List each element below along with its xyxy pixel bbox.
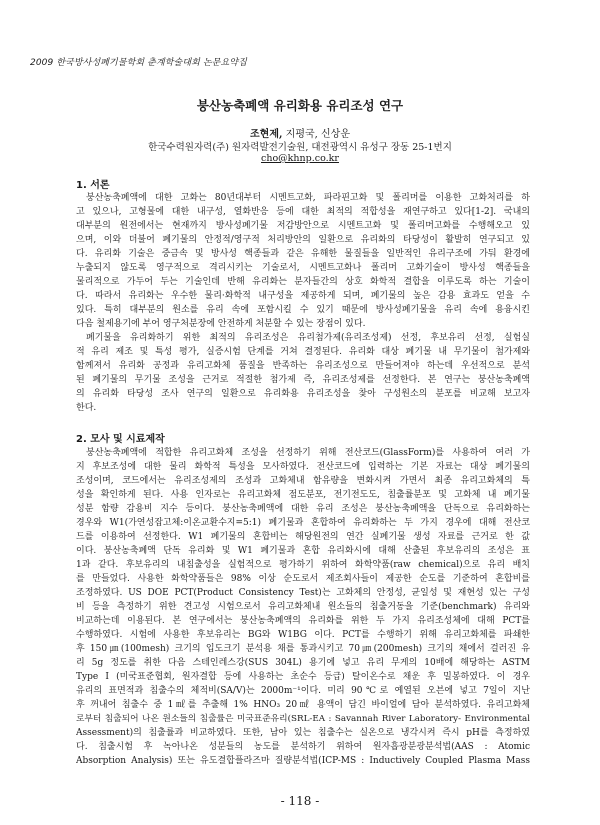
paragraph-line: 이다. 붕산농축폐액 단독 유리화 및 W1 폐기물과 혼합 유리화시에 대해 산출된 후보유리의 조성은 표 bbox=[76, 546, 530, 556]
email-line bbox=[0, 153, 600, 164]
proceedings-header: 2009 한국방사성폐기물학회 춘계학술대회 논문요약집 bbox=[30, 58, 247, 68]
paragraph-line: 경우와 W1(가연성잡고체:이온교환수지=5:1) 폐기물과 혼합하여 유리화하는 두 가지 경우에 대해 전산코 bbox=[76, 518, 530, 528]
paragraph-line: 다음 철제용기에 부어 영구처분장에 안전하게 처분할 수 있는 장점이 있다. bbox=[76, 319, 366, 329]
paragraph-line: 1과 같다. 후보유리의 내침출성을 실험적으로 평가하기 위하여 화학약품(raw chemical)으로 유리 배치 bbox=[76, 560, 530, 570]
paragraph-line: 드를 이용하여 선정한다. W1 폐기물의 혼합비는 해당원전의 연간 실폐기물 생성 자료를 근거로 한 값 bbox=[76, 532, 530, 542]
paragraph-line: 로부터 침출되어 나온 원소들의 침출률은 미국표준유리(SRL-EA : Savannah River Laboratory- Environmental bbox=[76, 714, 530, 724]
paragraph-line: 비교하는데 이용된다. 본 연구에서는 붕산농축폐액의 유리화를 위한 두 가지 유리조성체에 대해 PCT를 bbox=[76, 616, 530, 626]
section-heading-intro: 1. 서론 bbox=[76, 180, 110, 191]
paragraph-line: 성을 확인하게 된다. 사용 인자로는 유리고화체 점도분포, 전기전도도, 침출률분포 및 고화체 내 폐기물 bbox=[76, 490, 530, 500]
page-number: - 118 - bbox=[280, 794, 320, 808]
paragraph-line: 고 있으나, 고형물에 대한 내구성, 열화반응 등에 대한 최적의 적합성을 재연구하고 있다[1-2]. 국내의 bbox=[76, 207, 530, 217]
paragraph-line: 후 꺼내어 침출수 중 1㎖를 추출해 1% HNO₃ 20㎖ 용액이 담긴 바이얼에 담아 분석하였다. 유리고화체 bbox=[76, 700, 530, 710]
paragraph-line: 다. 따라서 유리화는 우수한 물리·화학적 내구성을 제공하게 되며, 폐기물의 높은 감용 효과도 얻을 수 bbox=[76, 291, 530, 301]
co-authors: 지평국, 신상운 bbox=[282, 129, 350, 140]
paragraph-line: Assessment)의 침출률과 비교하였다. 또한, 남아 있는 침출수는 실온으로 냉각시켜 즉시 pH를 측정하였 bbox=[76, 728, 530, 738]
affiliation: 한국수력원자력(주) 원자력발전기술원, 대전광역시 유성구 장동 25-1번지 bbox=[148, 142, 452, 153]
paragraph-line: 누출되지 않도록 영구적으로 격리시키는 기술로서, 시멘트고화나 폴리머 고화기술이 방사성 핵종들을 bbox=[76, 263, 530, 273]
paragraph-line: 있다. 특히 대부분의 원소를 유리 속에 포함시킬 수 있기 때문에 방사성폐기물을 유리 속에 용융시킨 bbox=[76, 305, 530, 315]
paragraph-line: 의 유리화 타당성 조사 연구의 일환으로 유리화용 유리조성을 찾아 구성원소의 분포를 비교해 보고자 bbox=[76, 389, 530, 399]
paragraph-line: 다. 유리화 기술은 중금속 및 방사성 핵종들과 같은 유해한 물질들을 일반적인 유리구조에 가둬 환경에 bbox=[76, 249, 530, 259]
paragraph-line: 조성이며, 코드에서는 유리조성제의 조성과 고화체내 함유량을 변화시켜 가면서 최종 유리고화체의 특 bbox=[76, 476, 530, 486]
paragraph-line: Type I (미국표준협회, 원자결합 등에 사용하는 초순수 등급) 탈이온수로 채운 후 밀봉하였다. 이 경우 bbox=[76, 672, 530, 682]
paragraph-line: 한다. bbox=[76, 403, 97, 413]
paragraph-line: 유리의 표면적과 침출수의 체적비(SA/V)는 2000m⁻¹이다. 미리 90℃로 예열된 오븐에 넣고 7일이 지난 bbox=[76, 686, 530, 696]
paragraph-line: 된 폐기물의 무기물 조성을 근거로 적절한 첨가제 즉, 유리조성제를 선정한다. 본 연구는 붕산농축폐액 bbox=[76, 375, 530, 385]
paragraph-line: 으며, 이와 더불어 폐기물의 안정적/영구적 처리방안의 일환으로 유리화의 타당성이 활발히 연구되고 있 bbox=[76, 235, 530, 245]
paragraph-line: 붕산농축폐액에 적합한 유리고화체 조성을 선정하기 위해 전산코드(GlassForm)를 사용하여 여러 가 bbox=[86, 448, 530, 458]
paragraph-line: 리 5g 정도를 취한 다음 스테인레스강(SUS 304L) 용기에 넣고 유리 무게의 10배에 해당하는 ASTM bbox=[76, 658, 530, 668]
email-link[interactable]: cho@khnp.co.kr bbox=[261, 153, 339, 164]
paragraph-line: 비 등을 측정하기 위한 견고성 시험으로서 유리고화체내 원소들의 침출거동을 기준(benchmark) 유리와 bbox=[76, 602, 530, 612]
paragraph-line: 조정하였다. US DOE PCT(Product Consistency Test)는 고화체의 안정성, 균일성 및 재현성 있는 구성 bbox=[76, 588, 530, 598]
section-heading-methods: 2. 모사 및 시료제작 bbox=[76, 434, 165, 445]
paragraph-line: 지 후보조성에 대한 물리 화학적 특성을 모사하였다. 전산코드에 입력하는 기본 자료는 대상 폐기물의 bbox=[76, 462, 530, 472]
paragraph-line: 를 만들었다. 사용한 화학약품들은 98% 이상 순도로서 제조회사들이 제공한 순도를 기준하여 혼합비를 bbox=[76, 574, 530, 584]
paragraph-line: 성분 함량 감용비 지수 등이다. 붕산농축폐액에 대한 유리 조성은 붕산농축폐액을 단독으로 유리화하는 bbox=[76, 504, 530, 514]
paragraph-line: 다. 침출시험 후 녹아나온 성분들의 농도를 분석하기 위하여 원자흡광분광분석법(AAS : Atomic bbox=[76, 742, 530, 752]
paragraph-line: 후 150㎛(100mesh) 크기의 입도크기 분석용 채를 통과시키고 70㎛(200mesh) 크기의 채에서 걸러진 유 bbox=[76, 644, 530, 654]
paragraph-line: 수행하였다. 시험에 사용한 후보유리는 BG와 W1BG 이다. PCT를 수행하기 위해 유리고화체를 파쇄한 bbox=[76, 630, 530, 640]
paragraph-line: 함께져서 유리화 공정과 유리고화체 품질을 반족하는 유리조성으로 만들어져야 하는데 우선적으로 분석 bbox=[76, 361, 530, 371]
lead-author: 조현제, bbox=[250, 129, 283, 140]
paragraph-line: Absorption Analysis) 또는 유도결합플라즈마 질량분석법(ICP-MS : Inductively Coupled Plasma Mass bbox=[76, 756, 530, 766]
paragraph-line: 물리적으로 가두어 두는 기술인데 반해 유리화는 분자들간의 상호 화학적 결합을 이루도록 하는 기술이 bbox=[76, 277, 530, 287]
author-list bbox=[0, 125, 600, 140]
paragraph-line: 붕산농축폐액에 대한 고화는 80년대부터 시멘트고화, 파라핀고화 및 폴리머를 이용한 고화처리를 하 bbox=[86, 193, 530, 203]
paragraph-line: 대부분의 원전에서는 현재까지 방사성폐기물 저감방안으로 시멘트고화 및 폴리머고화를 수행해오고 있 bbox=[76, 221, 530, 231]
paragraph-line: 폐기물을 유리화하기 위한 최적의 유리조성은 유리첨가제(유리조성제) 선정, 후보유리 선정, 실험실 bbox=[86, 333, 530, 343]
paragraph-line: 적 유리 제조 및 특성 평가, 실증시험 단계를 거쳐 결정된다. 유리화 대상 폐기물 내 무기물이 첨가제와 bbox=[76, 347, 530, 357]
paper-title: 붕산농축폐액 유리화용 유리조성 연구 bbox=[196, 98, 404, 113]
